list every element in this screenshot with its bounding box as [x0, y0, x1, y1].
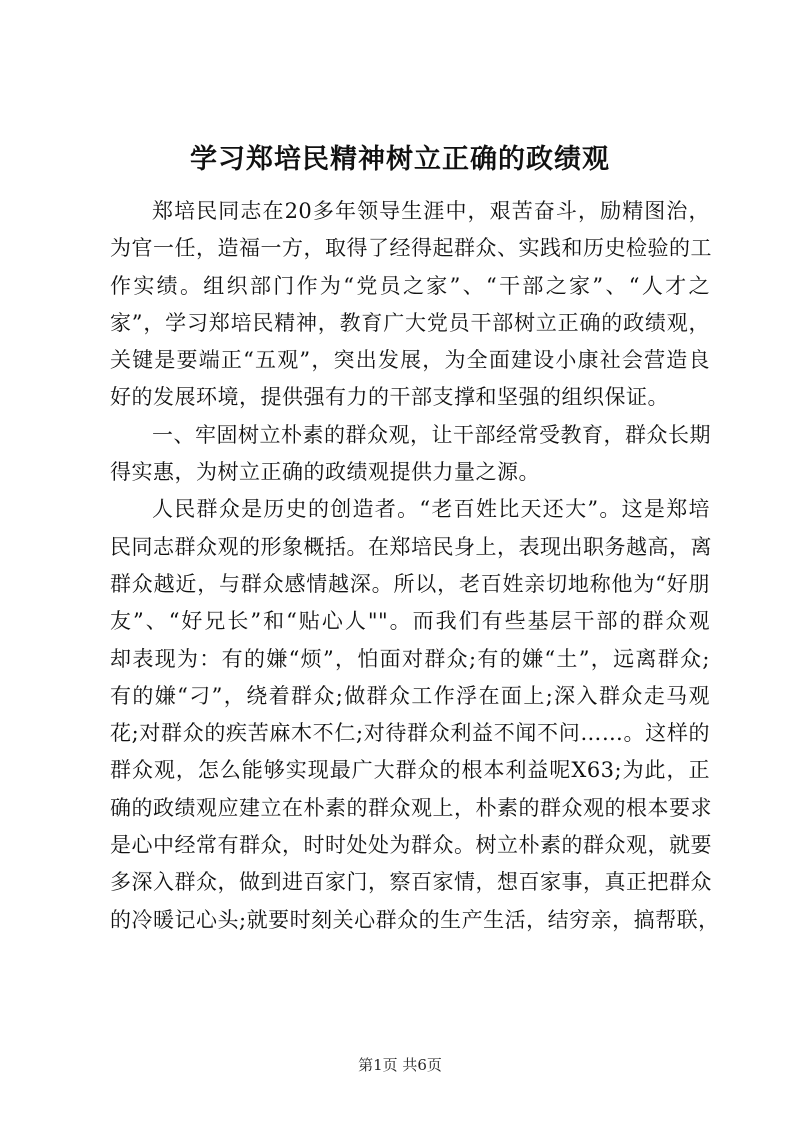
text-line: 好的发展环境，提供强有力的干部支撑和坚强的组织保证。	[110, 385, 669, 410]
text-line: 作实绩。组织部门作为“党员之家”、“干部之家”、“人才之	[110, 273, 710, 298]
text-line: 多深入群众，做到进百家门，察百家情，想百家事，真正把群众	[110, 870, 712, 895]
text-line: 家”，学习郑培民精神，教育广大党员干部树立正确的政绩观，	[110, 310, 710, 335]
text-line: 有的嫌“刁”，绕着群众;做群众工作浮在面上;深入群众走马观	[110, 683, 710, 708]
document-body	[110, 193, 720, 939]
text-line: 确的政绩观应建立在朴素的群众观上，朴素的群众观的根本要求	[110, 795, 712, 820]
text-line: 郑培民同志在20多年领导生涯中，艰苦奋斗，励精图治，	[152, 199, 710, 223]
page-footer: 第1页 共6页	[358, 1056, 442, 1074]
text-line: 为官一任，造福一方，取得了经得起群众、实践和历史检验的工	[110, 236, 712, 261]
text-line: 民同志群众观的形象概括。在郑培民身上，表现出职务越高，离	[110, 534, 712, 559]
text-line: 友”、“好兄长”和“贴心人""。而我们有些基层干部的群众观	[110, 609, 710, 634]
text-line: 关键是要端正“五观”，突出发展，为全面建设小康社会营造良	[110, 348, 710, 373]
text-line: 花;对群众的疾苦麻木不仁;对待群众利益不闻不问……。这样的	[110, 721, 710, 746]
text-line: 是心中经常有群众，时时处处为群众。树立朴素的群众观，就要	[110, 833, 712, 858]
text-line: 却表现为：有的嫌“烦”，怕面对群众;有的嫌“土”，远离群众;	[110, 646, 710, 671]
page-title: 学习郑培民精神树立正确的政绩观	[190, 144, 610, 175]
text-line: 得实惠，为树立正确的政绩观提供力量之源。	[110, 460, 540, 485]
text-line: 一、牢固树立朴素的群众观，让干部经常受教育，群众长期	[152, 422, 711, 447]
text-line: 人民群众是历史的创造者。“老百姓比天还大”。这是郑培	[152, 497, 710, 522]
text-line: 群众越近，与群众感情越深。所以，老百姓亲切地称他为“好朋	[110, 571, 710, 596]
text-line: 群众观，怎么能够实现最广大群众的根本利益呢X63;为此，正	[110, 758, 710, 783]
text-line: 的冷暖记心头;就要时刻关心群众的生产生活，结穷亲，搞帮联，	[110, 907, 720, 932]
